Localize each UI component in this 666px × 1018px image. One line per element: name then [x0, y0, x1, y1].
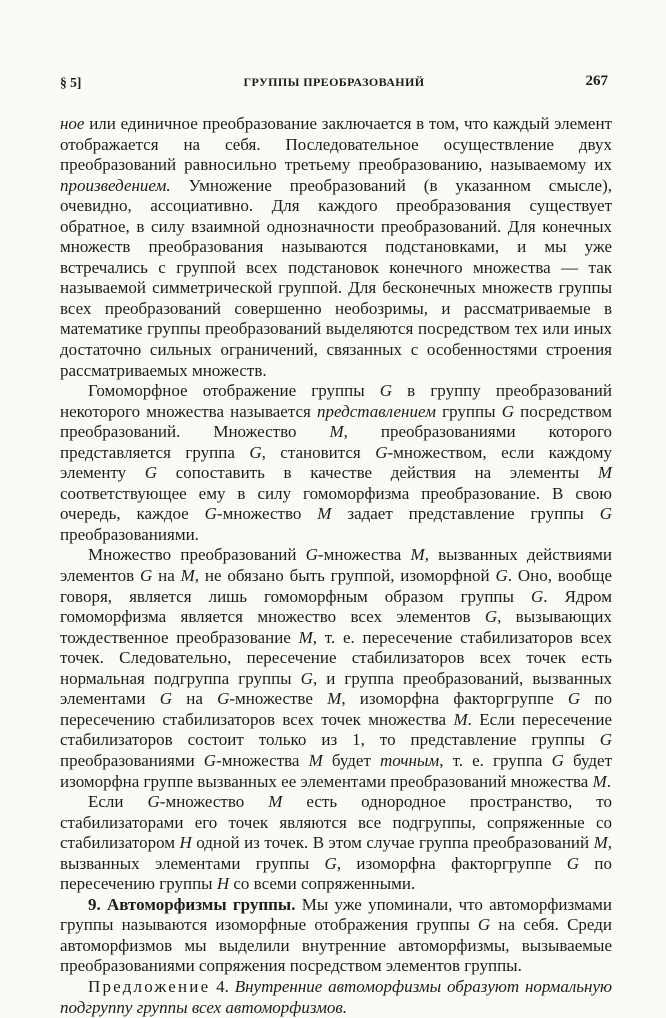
- italic-text: M: [597, 463, 612, 483]
- text-run: преобразованиями.: [60, 524, 199, 544]
- text-run: группы: [435, 401, 502, 421]
- italic-text: произведением.: [60, 175, 171, 195]
- text-run: , вызванных действиями элементов: [60, 545, 613, 586]
- text-run: , становится: [261, 442, 376, 462]
- text-run: Умножение преобразований (в указанном смысле), очевидно, ассоциативно. Для каждого преобразования существует обратное, в силу взаимной однозначности преобразований. Для конечных множеств преобразования называются подстановками, и мы уже встречались с группой всех подстановок конечного множества — так называемой симметрической группой. Для бесконечных множеств группы всех преобразований совершенно необозримы, и рассматриваемые в математике группы преобразований выделяются посредством тех или иных достаточно сильных ограничений, связанных с особенностями строения рассматриваемых множеств.: [60, 175, 612, 380]
- italic-text: M: [298, 627, 313, 647]
- paragraph: [60, 792, 612, 895]
- italic-text: G: [217, 689, 230, 709]
- italic-text: G: [495, 566, 508, 586]
- italic-text: ное: [60, 114, 85, 133]
- italic-text: G: [204, 504, 217, 524]
- italic-text: G: [324, 853, 337, 873]
- italic-text: M: [268, 792, 283, 812]
- text-run: будет: [322, 750, 380, 770]
- running-header: [60, 73, 608, 93]
- text-run: на: [171, 689, 218, 709]
- section-heading: 9. Автоморфизмы группы.: [88, 894, 296, 914]
- italic-text: G: [567, 689, 581, 709]
- italic-text: G: [379, 381, 393, 401]
- italic-text: G: [501, 401, 514, 421]
- text-run: -множество: [159, 792, 269, 812]
- italic-text: M: [308, 750, 323, 770]
- paragraph: [60, 114, 612, 381]
- text-run: в группу преобразований некоторого множества называется: [60, 381, 612, 421]
- italic-text: G: [305, 545, 318, 565]
- text-run: , преобразованиями которого представляется группа: [60, 422, 612, 462]
- italic-text: G: [147, 792, 160, 812]
- page-body: [60, 114, 612, 1018]
- italic-text: G: [300, 668, 313, 688]
- text-run: Гомоморфное отображение группы: [88, 381, 380, 401]
- paragraph: [60, 381, 612, 545]
- italic-text: G: [375, 442, 388, 462]
- italic-text: M: [453, 709, 468, 729]
- text-run: .: [606, 771, 611, 791]
- text-run: 4.: [210, 976, 235, 996]
- italic-text: M: [592, 771, 607, 791]
- italic-text: M: [410, 545, 425, 565]
- text-run: , изоморфна факторгруппе: [341, 689, 568, 709]
- italic-text: G: [477, 915, 491, 935]
- italic-text: G: [484, 607, 498, 627]
- text-run: по пересечению группы: [60, 853, 612, 894]
- italic-text: G: [551, 750, 564, 770]
- text-run: , изоморфна факторгруппе: [336, 853, 567, 873]
- paragraph: [60, 895, 612, 977]
- section-marker: § 5]: [60, 75, 82, 90]
- italic-text: H: [179, 833, 192, 853]
- text-run: сопоставить в качестве действия на элементы: [157, 463, 598, 483]
- text-run: , т. е. пересечение стабилизаторов всех точек. Следовательно, пересечение стабилизаторов всех точек есть нормальная подгруппа группы: [60, 627, 612, 688]
- italic-text: G: [140, 566, 153, 586]
- text-run: преобразованиями: [60, 750, 204, 770]
- text-run: , т. е. группа: [439, 750, 552, 770]
- text-run: по пересечению стабилизаторов всех точек множества: [60, 689, 612, 729]
- text-run: будет изоморфна группе вызванных ее элементами преобразований множества: [60, 750, 613, 791]
- italic-text: G: [599, 504, 612, 524]
- text-run: -множестве: [229, 689, 328, 709]
- italic-text: M: [327, 689, 342, 709]
- italic-text: Внутренние автоморфизмы образуют нормальную подгруппу группы всех автоморфизмов.: [60, 976, 612, 1017]
- text-run: соответствующее ему в силу гомоморфизма преобразование. В свою очередь, каждое: [60, 483, 612, 524]
- text-run: посредством преобразований. Множество: [60, 401, 613, 442]
- paragraph: [60, 977, 612, 1018]
- italic-text: G: [249, 442, 262, 462]
- paragraph: [60, 545, 612, 792]
- text-run: -множества: [317, 545, 411, 565]
- text-run: Предложение: [88, 976, 211, 996]
- text-run: , не обязано быть группой, изоморфной: [194, 566, 496, 586]
- text-run: . Оно, вообще говоря, является лишь гомоморфным образом группы: [60, 566, 612, 606]
- text-run: задает представление группы: [331, 504, 600, 524]
- italic-text: G: [531, 586, 544, 606]
- italic-text: G: [203, 750, 217, 770]
- text-run: , и группа преобразований, вызванных элементами: [60, 668, 612, 709]
- text-run: со всеми сопряженными.: [229, 874, 416, 894]
- italic-text: M: [329, 422, 344, 442]
- italic-text: G: [599, 730, 612, 750]
- text-run: на себя. Среди автоморфизмов мы выделили внутренние автоморфизмы, вызываемые преобразованиями сопряжения посредством элементов группы.: [60, 915, 612, 976]
- text-run: или единичное преобразование заключается в том, что каждый элемент отображается на себя. Последовательное осуществление двух преобразований равносильно третьему преобразованию, называемому их: [60, 114, 612, 175]
- text-run: -множеством, если каждому элементу: [60, 442, 612, 483]
- text-run: Мы уже упоминали, что автоморфизмами группы называются изоморфные отображения группы: [60, 894, 612, 935]
- italic-text: G: [159, 689, 172, 709]
- italic-text: представлением: [317, 401, 436, 421]
- text-run: -множества: [216, 750, 309, 770]
- italic-text: точным: [380, 750, 440, 770]
- text-run: , вызванных элементами группы: [60, 833, 613, 873]
- text-run: есть однородное пространство, то стабилизаторами его точек являются все подгруппы, сопряженные со стабилизатором: [60, 792, 612, 853]
- text-run: Если: [88, 792, 148, 812]
- text-run: , вызывающих тождественное преобразование: [60, 607, 613, 647]
- italic-text: M: [180, 566, 195, 586]
- chapter-title: ГРУППЫ ПРЕОБРАЗОВАНИЙ: [243, 75, 425, 89]
- italic-text: M: [317, 504, 332, 524]
- text-run: на: [152, 566, 181, 586]
- text-run: одной из точек. В этом случае группа преобразований: [191, 833, 594, 853]
- page-number: 267: [585, 73, 608, 89]
- text-run: . Если пересечение стабилизаторов состоит только из 1, то представление группы: [60, 709, 613, 750]
- italic-text: G: [144, 463, 158, 483]
- text-run: . Ядром гомоморфизма является множество всех элементов: [60, 586, 612, 627]
- italic-text: H: [216, 874, 230, 894]
- italic-text: G: [566, 853, 580, 873]
- italic-text: M: [593, 833, 608, 853]
- text-run: -множество: [216, 504, 318, 524]
- text-run: Множество преобразований: [88, 545, 306, 565]
